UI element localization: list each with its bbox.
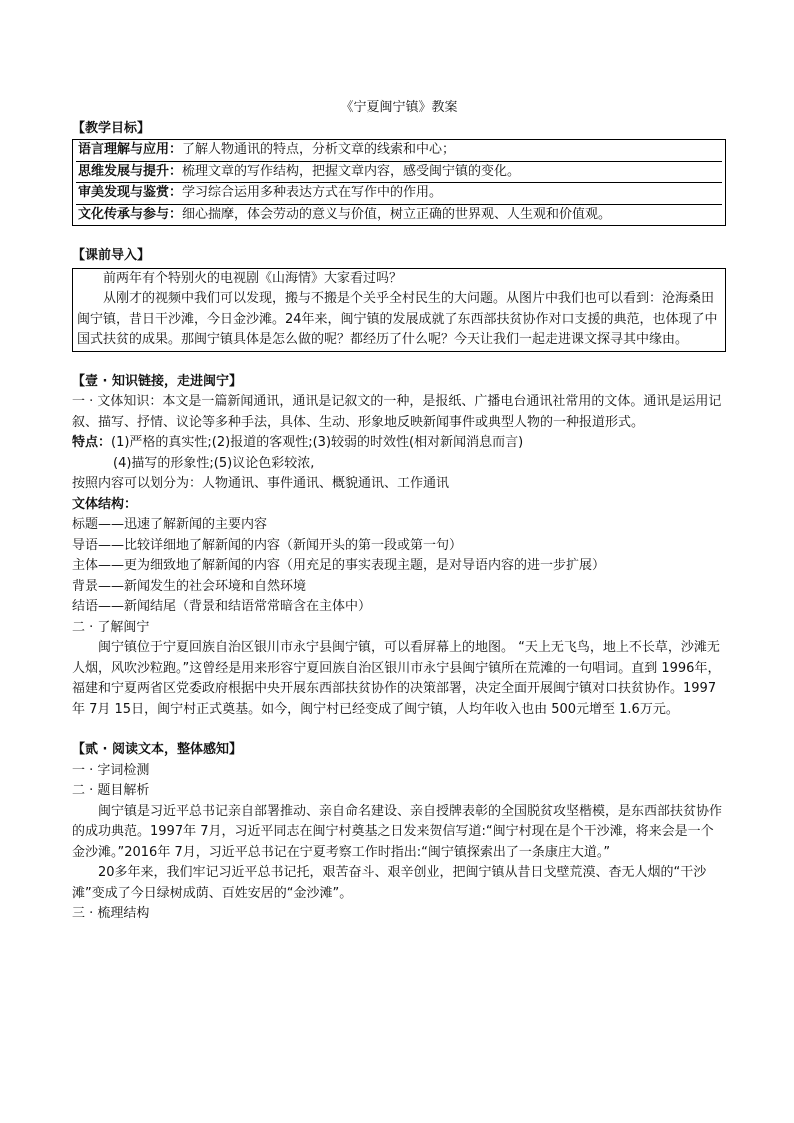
classification: 按照内容可以划分为：人物通讯、事件通讯、概貌通讯、工作通讯 — [72, 476, 450, 491]
objective-text: 学习综合运用多种表达方式在写作中的作用。 — [182, 185, 443, 200]
structure-item: 导语——比较详细地了解新闻的内容（新闻开头的第一段或第一句） — [72, 537, 463, 553]
intro-paragraph: 前两年有个特别火的电视剧《山海情》大家看过吗？ — [103, 270, 403, 286]
structure-item: 结语——新闻结尾（背景和结语常常暗含在主体中） — [72, 599, 372, 614]
intro-header: 【课前导入】 — [72, 248, 151, 263]
objective-row — [76, 183, 722, 205]
objective-text: 梳理文章的写作结构，把握文章内容，感受闽宁镇的变化。 — [182, 163, 521, 179]
title-analysis-paragraph: 20多年来，我们牢记习近平总书记托，艰苦奋斗、艰辛创业，把闽宁镇从昔日戈壁荒漠、杳无人烟的“干沙滩”变成了今日绿树成荫、百姓安居的“金沙滩”。 — [72, 865, 707, 901]
intro-paragraph: 从刚才的视频中我们可以发现，搬与不搬是个关乎全村民生的大问题。从图片中我们也可以看到：沧海桑田闽宁镇，昔日干沙滩，今日金沙滩。24年来，闽宁镇的发展成就了东西部扶贫协作对口支援的典范，也体现了中国式扶贫的成果。那闽宁镇具体是怎么做的呢？都经历了什么呢？今天让我们一起走进课文探寻其中缘由。 — [77, 291, 718, 347]
objective-text: 了解人物通讯的特点，分析文章的线索和中心； — [182, 142, 456, 157]
objective-label: 语言理解与应用： — [78, 142, 183, 157]
structure-item: 标题——迅速了解新闻的主要内容 — [72, 517, 268, 532]
structure-item: 背景——新闻发生的社会环境和自然环境 — [72, 578, 307, 594]
subheading: 一 · 字词检测 — [72, 762, 150, 778]
genre-knowledge: 一 · 文体知识：本文是一篇新闻通讯，通讯是记叙文的一种，是报纸、广播电台通讯社常用的文体。通讯是运用记叙、描写、抒情、议论等多种手法，具体、生动、形象地反映新闻事件或典型人物的一种报道形式。 — [72, 394, 722, 430]
section1-header: 【壹 · 知识链接，走进闽宁】 — [72, 373, 242, 389]
features-line — [72, 433, 726, 454]
objective-label: 审美发现与鉴赏： — [78, 185, 183, 200]
features-label: 特点： — [72, 435, 112, 450]
objective-row — [76, 205, 722, 226]
objective-row — [76, 162, 722, 184]
subheading: 二 · 题目解析 — [72, 783, 150, 798]
minning-paragraph: 闽宁镇位于宁夏回族自治区银川市永宁县闽宁镇，可以看屏幕上的地图。 “天上无飞鸟，地上不长草，沙滩无人烟，风吹沙粒跑。”这曾经是用来形容宁夏回族自治区银川市永宁县闽宁镇所在荒滩的一句唱词。直到 1996年，福建和宁夏两省区党委政府根据中央开展东西部扶贫协作的决策部署，决定全面开展闽宁镇对口扶贫协作。1997年 7月 15日，闽宁村正式奠基。如今，闽宁村已经变成了闽宁镇，人均年收入也由 500元增至 1.6万元。 — [72, 640, 721, 717]
objectives-header: 【教学目标】 — [72, 120, 151, 136]
structure-item: 主体——更为细致地了解新闻的内容（用充足的事实表现主题，是对导语内容的进一步扩展） — [72, 558, 606, 573]
objective-label: 文化传承与参与： — [78, 206, 183, 222]
objectives-table — [72, 139, 726, 226]
features-line: (4)描写的形象性;(5)议论色彩较浓, — [113, 455, 315, 471]
page-title: 《宁夏闽宁镇》教案 — [340, 100, 458, 115]
section2-header: 【贰 · 阅读文本，整体感知】 — [72, 742, 242, 757]
lesson-plan-page — [72, 98, 726, 925]
subheading: 三 · 梳理结构 — [72, 906, 150, 921]
features-text: (1)严格的真实性;(2)报道的客观性;(3)较弱的时效性(相对新闻消息而言) — [111, 435, 524, 450]
objective-row — [76, 140, 722, 162]
subheading: 二 · 了解闽宁 — [72, 619, 150, 635]
structure-label: 文体结构： — [72, 496, 138, 512]
objective-text: 细心揣摩，体会劳动的意义与价值，树立正确的世界观、人生观和价值观。 — [182, 206, 612, 222]
title-analysis-paragraph: 闽宁镇是习近平总书记亲自部署推动、亲自命名建设、亲自授牌表彰的全国脱贫攻坚楷模，是东西部扶贫协作的成功典范。1997年 7月，习近平同志在闽宁村奠基之日发来贺信写道:“闽宁村现在是个干沙滩，将来会是一个金沙滩。”2016年 7月，习近平总书记在宁夏考察工作时指出:“闽宁镇探索出了一条康庄大道。” — [72, 803, 723, 860]
intro-box — [72, 268, 726, 352]
objective-label: 思维发展与提升： — [78, 163, 183, 179]
